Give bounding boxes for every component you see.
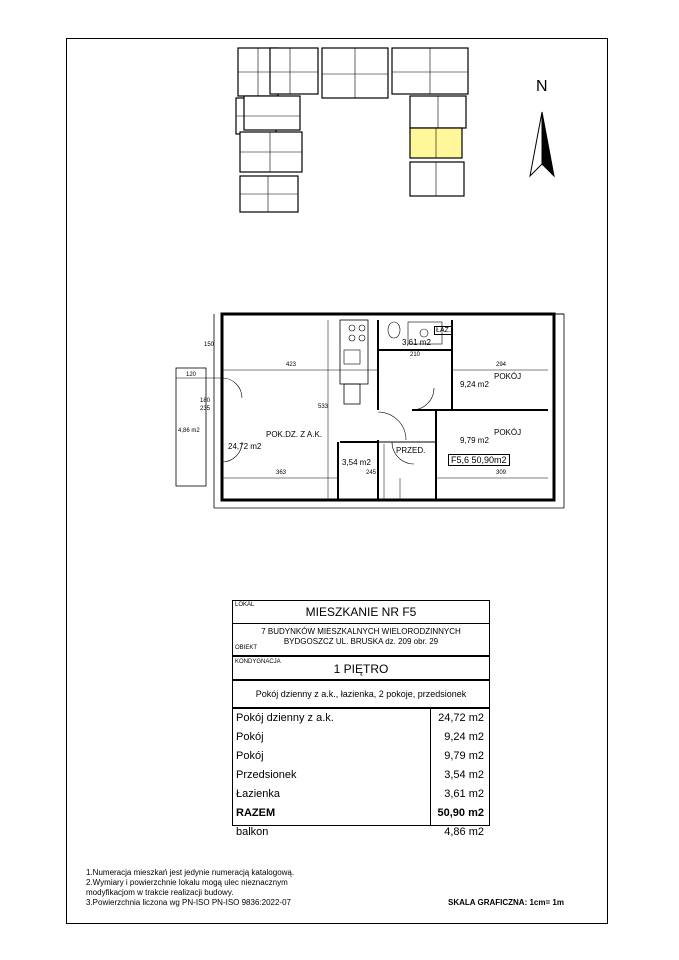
obiekt-caption: OBIEKT <box>235 645 258 651</box>
przed-label: PRZED. <box>396 446 426 455</box>
notes <box>86 868 294 908</box>
dim-label: 363 <box>276 470 287 476</box>
balkon-area: 4,86 m2 <box>178 428 200 434</box>
description-box <box>232 680 490 708</box>
apartment-title: MIESZKANIE NR F5 <box>305 605 417 619</box>
area-row: Pokój 9,79 m2 <box>236 750 484 762</box>
pokoj1-label: POKÓJ <box>494 372 522 381</box>
area-total-row: RAZEM 50,90 m2 <box>236 807 484 819</box>
dim-label: 210 <box>410 352 421 358</box>
dim-label: 245 <box>366 470 377 476</box>
pokoj2-area: 9,79 m2 <box>460 436 489 445</box>
obiekt-line1: 7 BUDYNKÓW MIESZKALNYCH WIELORODZINNYCH <box>261 627 461 636</box>
przed-area: 3,54 m2 <box>342 458 371 467</box>
kondygnacja-caption: KONDYGNACJA <box>235 659 281 665</box>
area-row: Łazienka 3,61 m2 <box>236 788 484 800</box>
note-line: 1.Numeracja mieszkań jest jedynie numeracją katalogową. <box>86 868 295 877</box>
dzienny-label: POK.DZ. Z A.K. <box>266 430 323 439</box>
dim-label: 180 <box>200 398 211 404</box>
note-line: 2.Wymiary i powierzchnie lokalu mogą ulec nieznacznym <box>86 878 288 887</box>
note-line: modyfikacjom w trakcie realizacji budowy. <box>86 888 234 897</box>
pokoj2-label: POKÓJ <box>494 428 522 437</box>
pokoj1-area: 9,24 m2 <box>460 380 489 389</box>
lazienka-label: ŁAZ. <box>436 327 451 334</box>
area-row: Przedsionek 3,54 m2 <box>236 769 484 781</box>
area-row: balkon 4,86 m2 <box>236 826 484 838</box>
lokal-box <box>232 600 490 656</box>
note-line: 3.Powierzchnia liczona wg PN-ISO PN-ISO 9836:2022-07 <box>86 898 291 907</box>
dim-label: 150 <box>204 342 215 348</box>
dim-label: 235 <box>200 406 211 412</box>
dim-label: 309 <box>496 470 507 476</box>
obiekt-line2: BYDGOSZCZ UL. BRUSKA dz. 209 obr. 29 <box>283 637 439 646</box>
area-row: Pokój dzienny z a.k. 24,72 m2 <box>236 712 484 724</box>
dzienny-area: 24,72 m2 <box>228 442 262 451</box>
dim-label: 533 <box>318 404 329 410</box>
dim-label: 120 <box>186 372 197 378</box>
area-row: Pokój 9,24 m2 <box>236 731 484 743</box>
dim-label: 294 <box>496 362 507 368</box>
floor-label: 1 PIĘTRO <box>333 662 389 676</box>
description-text: Pokój dzienny z a.k., łazienka, 2 pokoje, przedsionek <box>255 689 467 699</box>
dim-label: 423 <box>286 362 297 368</box>
lazienka-area: 3,61 m2 <box>402 338 431 347</box>
scale-label: SKALA GRAFICZNA: 1cm= 1m <box>448 898 564 907</box>
north-label: N <box>536 78 548 95</box>
kondygnacja-box <box>232 656 490 680</box>
apartment-code: F5,6 50,90m2 <box>448 454 510 466</box>
lokal-caption: LOKAL <box>235 602 255 608</box>
